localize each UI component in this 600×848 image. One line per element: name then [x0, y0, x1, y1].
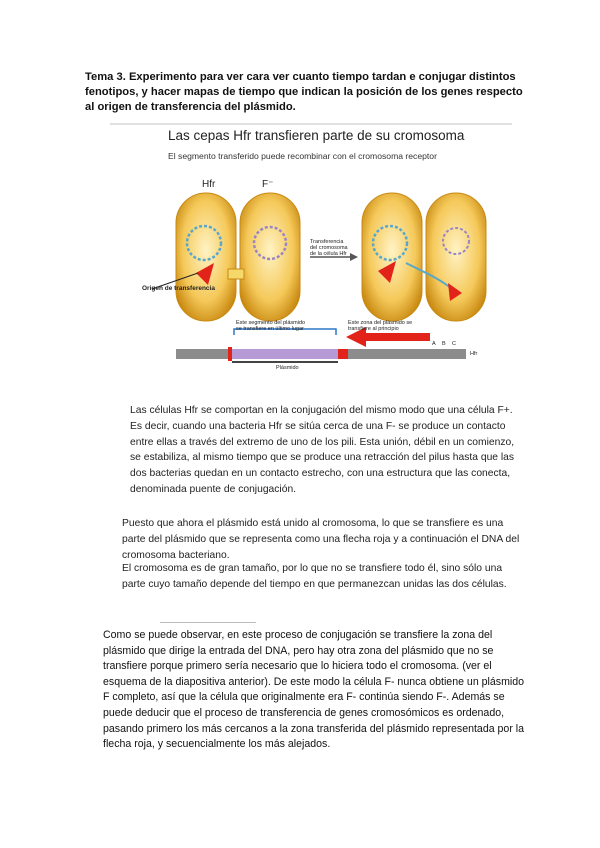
origin-marker — [338, 349, 348, 359]
f-minus-label: F⁻ — [262, 179, 274, 190]
f-minus-cell-right — [426, 193, 486, 321]
gene-c-label: C — [452, 341, 456, 347]
hfr-cell-left — [176, 193, 236, 321]
transfer-label-line3: de la célula Hfr — [310, 251, 347, 257]
figure-subtitle: El segmento transferido puede recombinar con el cromosoma receptor — [168, 151, 437, 161]
plasmid-underline — [232, 361, 338, 363]
plasmid-label: Plásmido — [276, 365, 299, 371]
conjugation-bridge-left — [228, 269, 244, 279]
transfer-label-line2: del cromosoma — [310, 245, 348, 251]
transfer-label-line1: Transferencia — [310, 239, 344, 245]
gene-b-label: B — [442, 341, 446, 347]
chromosome-end-label: Hfr — [470, 351, 478, 357]
first-segment-line2: transfiere al principio — [348, 326, 399, 332]
figure-top-rule — [110, 123, 512, 125]
plasmid-bar — [232, 349, 338, 359]
last-segment-line1: Este segmento del plásmido — [236, 320, 306, 326]
paragraph-hfr-conjugation: Las células Hfr se comportan en la conjugación del mismo modo que una célula F+. Es decir, cuando una bacteria Hfr se sitúa cerca de una F- se produce un contacto entre ellas a través del extremo de uno de los pili. Esta unión, débil en un comienzo, se estabiliza, al mismo tiempo que se produce una retracción del pilus hasta que las dos bacterias quedan en un contacto estrecho, con una estructura que las conecta, denominada puente de conjugación. — [130, 405, 515, 495]
last-segment-label — [236, 320, 305, 332]
section-divider — [160, 622, 256, 623]
paragraph-plasmid-transfer: Puesto que ahora el plásmido está unido al cromosoma, lo que se transfiere es una parte del plásmido que se representa como una flecha roja y a continuación el DNA del cromosoma bacteriano. — [122, 518, 520, 561]
hfr-cell-right — [362, 193, 422, 321]
plasmid-end-marker — [228, 347, 232, 361]
last-segment-line2: se transfiere en último lugar — [236, 326, 304, 332]
closing-paragraph: Como se puede observar, en este proceso de conjugación se transfiere la zona del plásmido que dirige la entrada del DNA, pero hay otra zona del plásmido que no se transfiere porque primero sería necesario que lo hiciera todo el cromosoma. (ver el esquema de la diapositiva anterior). De este modo la célula F- nunca obtiene un plásmido F completo, así que la célula que originalmente era F- continúa siendo F-. Además se puede deducir que el proceso de transferencia de genes cromosómicos es ordenado, pasando primero los más cercanos a la zona transferida del plásmido representada por la flecha roja, y secuencialmente los más alejados. — [103, 629, 525, 751]
transfer-label — [310, 239, 348, 257]
f-minus-cell-left — [240, 193, 300, 321]
origin-label: Origen de transferencia — [142, 285, 215, 292]
conjugation-figure — [110, 123, 512, 383]
figure-title: Las cepas Hfr transfieren parte de su cromosoma — [168, 128, 465, 143]
first-segment-label — [348, 320, 412, 332]
hfr-label: Hfr — [202, 179, 216, 190]
gene-a-label: A — [432, 341, 436, 347]
page-heading: Tema 3. Experimento para ver cara ver cuanto tiempo tardan e conjugar distintos fenotipos, y hacer mapas de tiempo que indican la posición de los genes respecto al origen de transferencia del plásmido. — [85, 71, 523, 113]
first-segment-line1: Este zona del plásmido se — [348, 320, 413, 326]
paragraph-chromosome-size: El cromosoma es de gran tamaño, por lo que no se transfiere todo él, sino sólo una parte cuyo tamaño depende del tiempo en que permanezcan unidas las dos células. — [122, 563, 507, 590]
transfer-arrowhead — [350, 253, 358, 261]
